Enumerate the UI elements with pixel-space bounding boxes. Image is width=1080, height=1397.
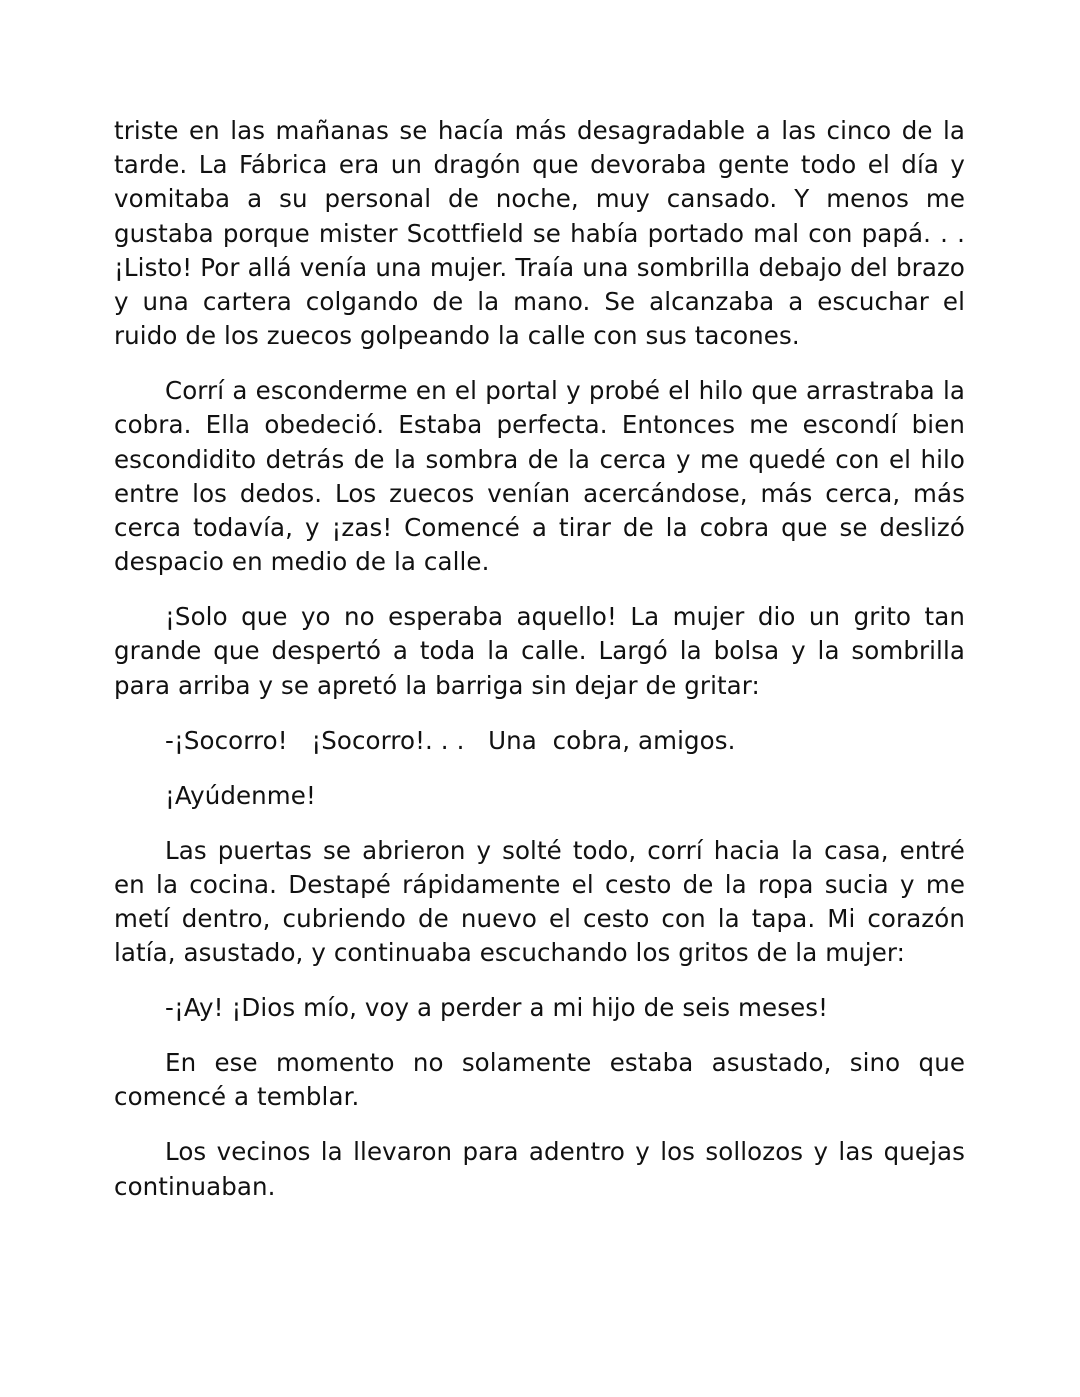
body-text: [114, 114, 965, 1225]
paragraph-3: ¡Solo que yo no esperaba aquello! La mujer dio un grito tan grande que despertó a toda la calle. Largó la bolsa y la sombrilla para arriba y se apretó la barriga sin dejar de gritar:: [114, 602, 965, 700]
paragraph-2: Corrí a esconderme en el portal y probé el hilo que arrastraba la cobra. Ella obedeció. Estaba perfecta. Entonces me escondí bien escondidito detrás de la sombra de la cerca y me quedé con el hilo entre los dedos. Los zuecos venían acercándose, más cerca, más cerca todavía, y ¡zas! Comencé a tirar de la cobra que se deslizó despacio en medio de la calle.: [114, 376, 965, 577]
paragraph-6: Las puertas se abrieron y solté todo, corrí hacia la casa, entré en la cocina. Destapé rápidamente el cesto de la ropa sucia y me metí dentro, cubriendo de nuevo el cesto con la tapa. Mi corazón latía, asustado, y continuaba escuchando los gritos de la mujer:: [114, 835, 965, 968]
dialogue-line-socorro: -¡Socorro! ¡Socorro!. . . Una cobra, amigos.: [165, 725, 736, 755]
paragraph-8: En ese momento no solamente estaba asustado, sino que comencé a temblar.: [114, 1048, 965, 1112]
paragraph-1: triste en las mañanas se hacía más desagradable a las cinco de la tarde. La Fábrica era un dragón que devoraba gente todo el día y vomitaba a su personal de noche, muy cansado. Y menos me gustaba porque mister Scottfield se había portado mal con papá. . . ¡Listo! Por allá venía una mujer. Traía una sombrilla debajo del brazo y una cartera colgando de la mano. Se alcanzaba a escuchar el ruido de los zuecos golpeando la calle con sus tacones.: [114, 116, 965, 351]
paragraph-9: Los vecinos la llevaron para adentro y los sollozos y las quejas continuaban.: [114, 1137, 965, 1201]
dialogue-line-ayudenme: ¡Ayúdenme!: [165, 780, 316, 810]
dialogue-line-ay-dios: -¡Ay! ¡Dios mío, voy a perder a mi hijo de seis meses!: [165, 993, 829, 1023]
